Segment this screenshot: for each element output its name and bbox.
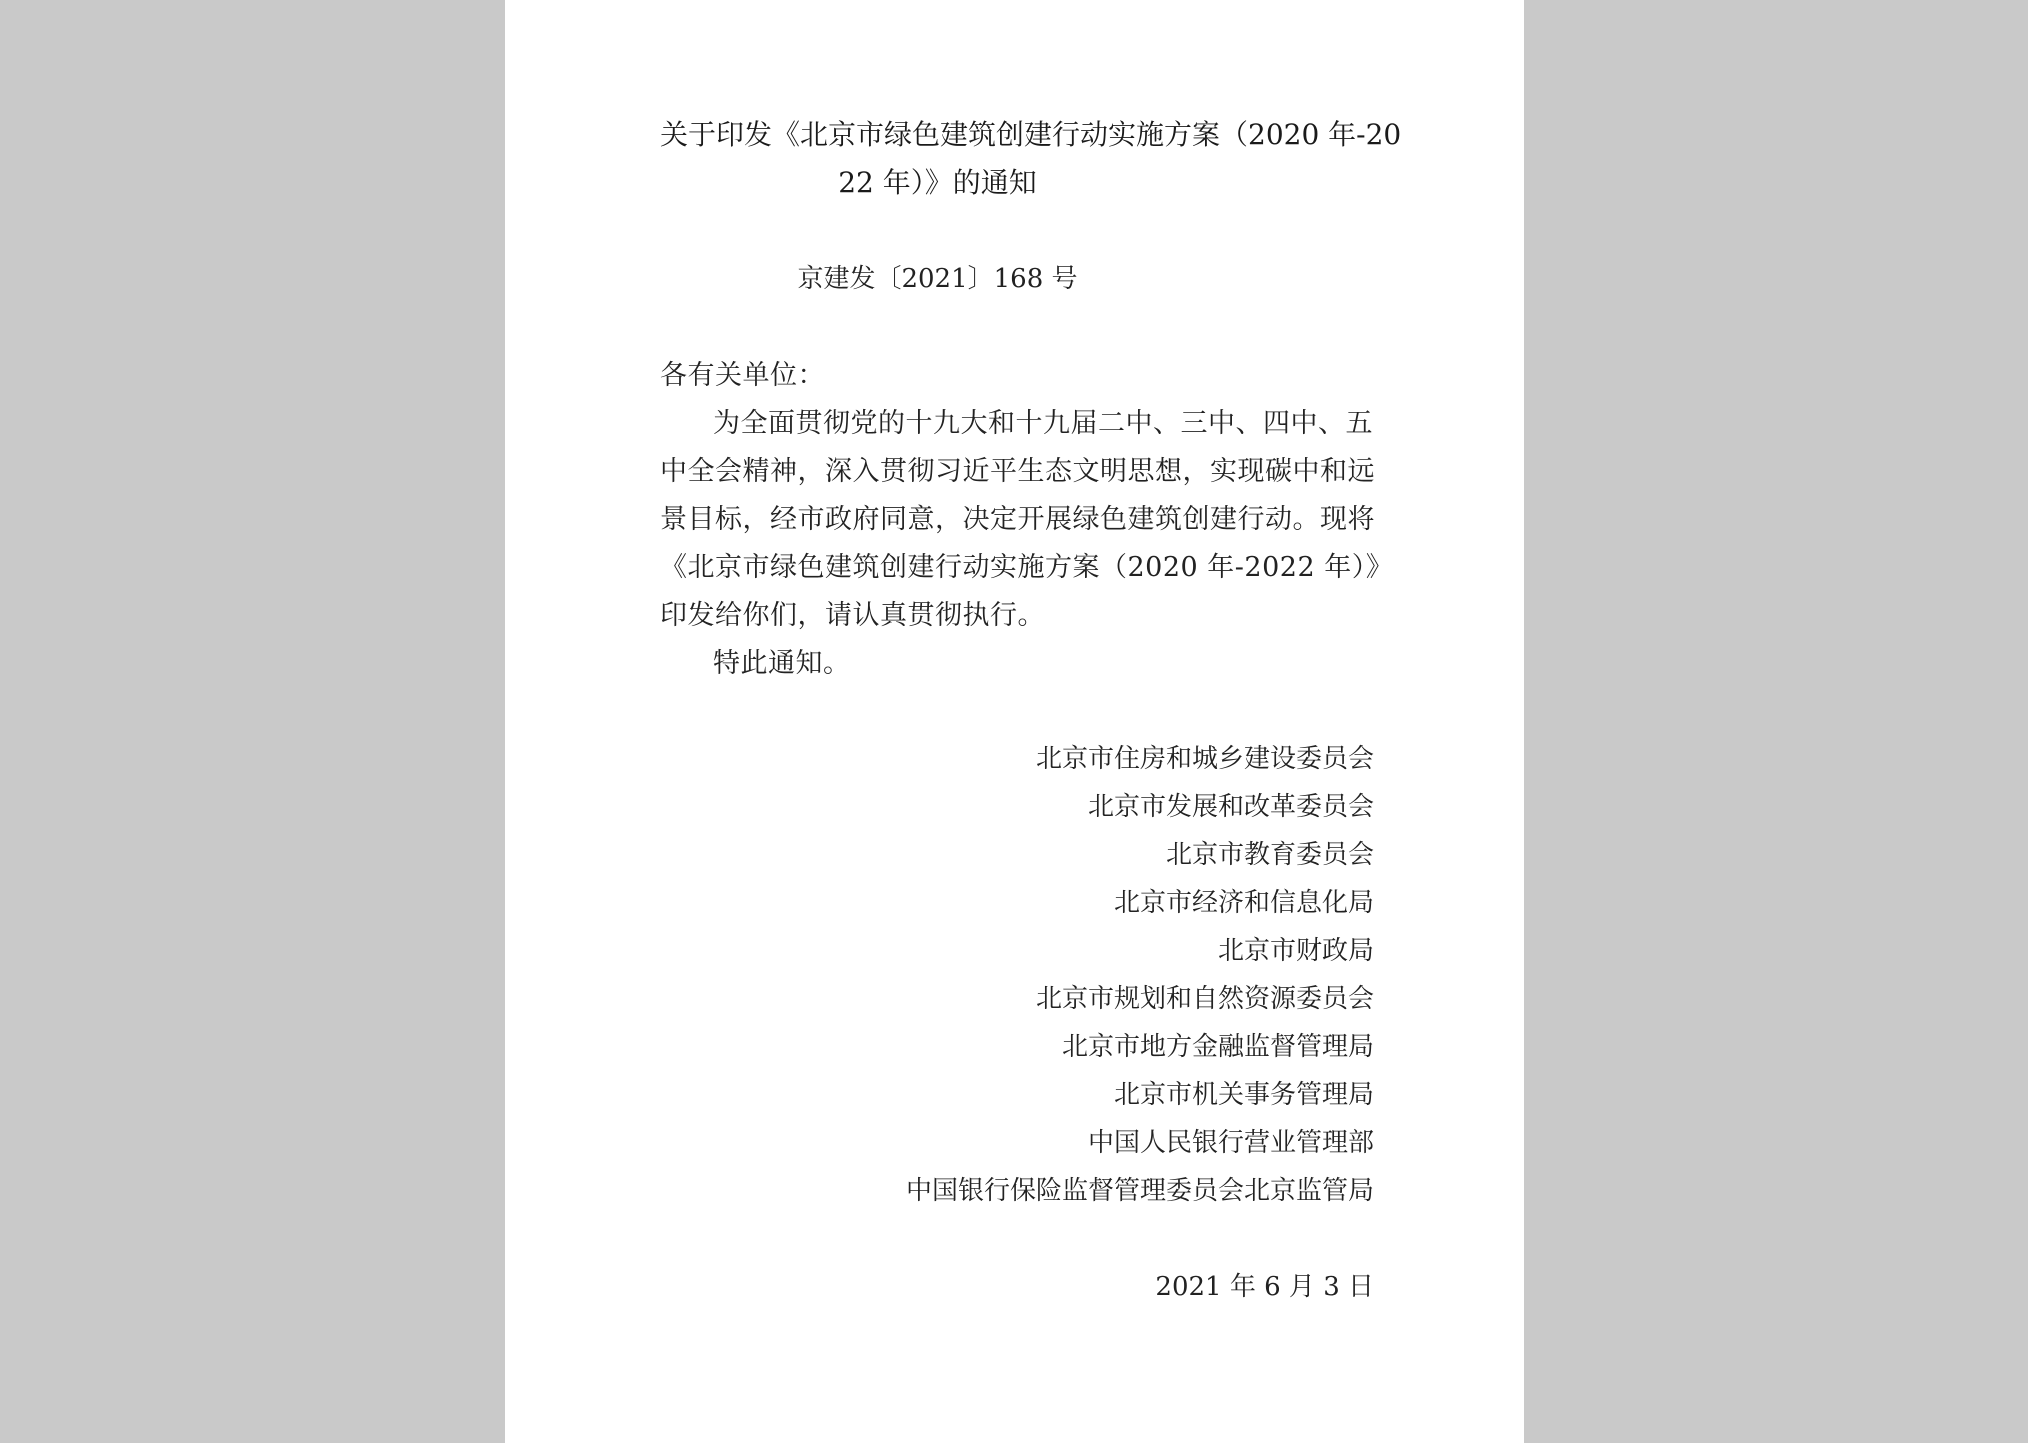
signatory-10: 中国银行保险监督管理委员会北京监管局: [905, 1176, 1374, 1206]
document-page: [505, 0, 1524, 1443]
signatory-7: 北京市地方金融监督管理局: [1061, 1032, 1374, 1062]
document-title-line-2: 22 年）》的通知: [838, 166, 1037, 199]
signatory-1: 北京市住房和城乡建设委员会: [1035, 744, 1374, 774]
closing-line: 特此通知。: [713, 648, 851, 679]
signatory-9: 中国人民银行营业管理部: [1087, 1128, 1374, 1158]
signatory-2: 北京市发展和改革委员会: [1087, 792, 1374, 822]
body-line-2: 中全会精神，深入贯彻习近平生态文明思想，实现碳中和远: [660, 456, 1375, 487]
signatory-8: 北京市机关事务管理局: [1113, 1080, 1374, 1110]
body-line-1: 为全面贯彻党的十九大和十九届二中、三中、四中、五: [713, 408, 1373, 439]
body-line-5: 印发给你们，请认真贯彻执行。: [660, 600, 1045, 631]
document-date: 2021 年 6 月 3 日: [1155, 1272, 1374, 1302]
body-line-4: 《北京市绿色建筑创建行动实施方案（2020 年-2022 年）》: [660, 552, 1394, 583]
signatory-6: 北京市规划和自然资源委员会: [1035, 984, 1374, 1014]
document-number: 京建发〔2021〕168 号: [797, 264, 1078, 294]
signatory-4: 北京市经济和信息化局: [1113, 888, 1374, 918]
signatory-5: 北京市财政局: [1217, 936, 1374, 966]
signatory-3: 北京市教育委员会: [1165, 840, 1374, 870]
document-title-line-1: 关于印发《北京市绿色建筑创建行动实施方案（2020 年-20: [660, 118, 1402, 151]
body-line-3: 景目标，经市政府同意，决定开展绿色建筑创建行动。现将: [660, 504, 1375, 535]
salutation: 各有关单位：: [660, 360, 825, 391]
